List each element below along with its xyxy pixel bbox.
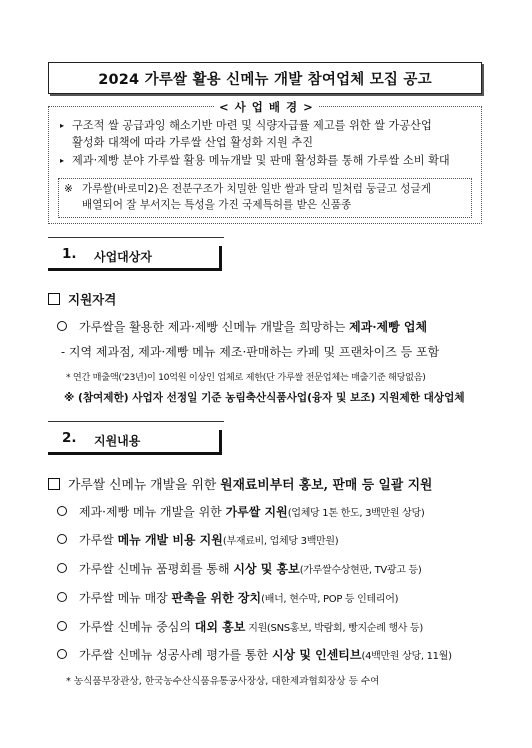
- triangle-bullet-icon: ▸: [60, 156, 65, 165]
- divider: [48, 237, 224, 238]
- page-title: 2024 가루쌀 활용 신메뉴 개발 참여업체 모집 공고: [48, 62, 482, 94]
- item-emphasis: 메뉴 개발 비용 지원: [117, 533, 223, 547]
- qualification-heading: [48, 290, 116, 308]
- section-number: 1.: [62, 246, 77, 262]
- divider: [48, 268, 220, 271]
- reference-mark: ※: [64, 183, 73, 195]
- background-item-line: 제과·제빵 분야 가루쌀 활용 메뉴개발 및 판매 활성화를 통해 가루쌀 소비 확대: [72, 154, 450, 167]
- note-line: 가루쌀(바로미2)은 전분구조가 치밀한 일반 쌀과 달리 밀처럼 둥글고 성글게: [82, 183, 431, 195]
- support-item: [57, 531, 338, 548]
- support-item: [57, 646, 452, 663]
- circle-bullet-icon: [57, 506, 67, 516]
- item-detail: (부재료비, 업체당 3백만원): [222, 536, 339, 547]
- support-heading: [48, 474, 432, 493]
- circle-bullet-icon: [57, 592, 67, 602]
- support-item: [57, 503, 424, 520]
- list-item: [61, 343, 439, 360]
- item-text: 가루쌀 신메뉴 중심의: [79, 620, 195, 634]
- divider: [48, 421, 224, 422]
- background-item: [60, 117, 470, 151]
- support-item: [57, 560, 422, 577]
- circle-bullet-icon: [57, 534, 67, 544]
- square-bullet-icon: [48, 478, 60, 490]
- circle-bullet-icon: [57, 563, 67, 573]
- qualification-heading-text: 지원자격: [68, 292, 117, 307]
- item-text: 가루쌀: [79, 533, 118, 547]
- item-emphasis: 제과·제빵 업체: [349, 320, 428, 334]
- background-note: [64, 181, 464, 213]
- heading-text: 가루쌀 신메뉴 개발을 위한: [68, 478, 221, 493]
- item-text: 가루쌀을 활용한 제과·제빵 신메뉴 개발을 희망하는: [79, 320, 350, 334]
- item-detail: (배너, 현수막, POP 등 인테리어): [261, 594, 399, 605]
- section-label: 지원내용: [94, 434, 141, 448]
- divider: [219, 246, 222, 271]
- item-detail: (업체당 1톤 한도, 3백만원 상당): [287, 508, 425, 519]
- item-detail: (가루쌀수상현판, TV광고 등): [299, 565, 422, 576]
- item-detail: 지원(SNS홍보, 박람회, 빵지순례 행사 등): [245, 623, 423, 634]
- square-bullet-icon: [48, 293, 60, 305]
- list-item: [57, 318, 427, 335]
- background-item-line: 활성화 대책에 따라 가루쌀 산업 활성화 지원 추진: [72, 136, 314, 149]
- section-header-1: [48, 244, 224, 270]
- divider: [48, 452, 220, 455]
- note-line: 배열되어 잘 부서지는 특성을 가진 국제특허를 받은 신품종: [82, 199, 352, 211]
- circle-bullet-icon: [57, 321, 67, 331]
- background-item: [60, 152, 470, 169]
- item-emphasis: 판촉을 위한 장치: [171, 591, 262, 605]
- footnote: * 연간 매출액('23년)이 10억원 이상인 업체로 제한(단 가루쌀 전문업체는 매출기준 해당없음): [66, 372, 426, 383]
- support-item: [57, 589, 398, 606]
- circle-bullet-icon: [57, 621, 67, 631]
- heading-emphasis: 원재료비부터 홍보, 판매 등 일괄 지원: [220, 478, 433, 493]
- background-item-line: 구조적 쌀 공급과잉 해소기반 마련 및 식량자급률 제고를 위한 쌀 가공산업: [72, 119, 432, 132]
- triangle-bullet-icon: ▸: [60, 121, 65, 130]
- item-emphasis: 시상 및 인센티브: [271, 648, 362, 662]
- footnote: * 농식품부장관상, 한국농수산식품유통공사장상, 대한제과협회장상 등 수여: [66, 676, 380, 687]
- item-text: 가루쌀 신메뉴 성공사례 평가를 통한: [79, 648, 272, 662]
- item-emphasis: 시상 및 홍보: [233, 562, 300, 576]
- circle-bullet-icon: [57, 649, 67, 659]
- item-text: 가루쌀 메뉴 매장: [79, 591, 172, 605]
- background-label: < 사 업 배 경 >: [215, 99, 318, 115]
- item-emphasis: 대외 홍보: [194, 620, 246, 634]
- item-emphasis: 가루쌀 지원: [225, 505, 288, 519]
- item-detail: (4백만원 상당, 11월): [361, 651, 452, 662]
- section-number: 2.: [62, 430, 77, 446]
- item-text: - 지역 제과점, 제과·제빵 메뉴 제조·판매하는 카페 및 프랜차이즈 등 포함: [61, 345, 440, 359]
- divider: [219, 430, 222, 455]
- item-text: 가루쌀 신메뉴 품평회를 통해: [79, 562, 234, 576]
- item-text: 제과·제빵 메뉴 개발을 위한: [79, 505, 226, 519]
- exclusion-note: ※ (참여제한) 사업자 선정일 기준 농림축산식품사업(융자 및 보조) 지원제한 대상업체: [64, 392, 465, 404]
- section-label: 사업대상자: [94, 250, 152, 264]
- support-item: [57, 618, 423, 635]
- section-header-2: [48, 428, 224, 454]
